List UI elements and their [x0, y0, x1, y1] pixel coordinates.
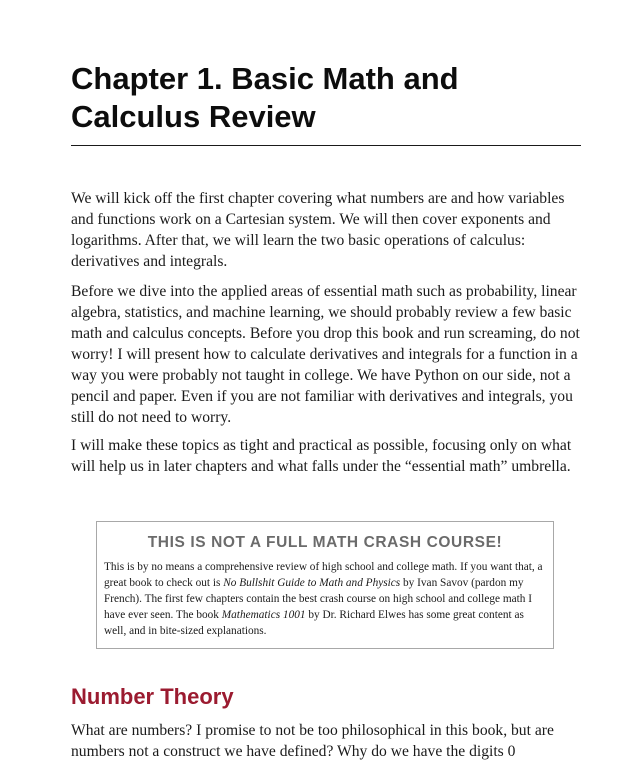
- book-title-mathematics-1001: Mathematics 1001: [221, 609, 306, 621]
- sidebar-note: [96, 521, 554, 649]
- title-divider: [71, 145, 581, 146]
- sidebar-text-part-1: This is by no means a comprehensive review of high school and college math. If you want that, a great book to check out is: [104, 561, 543, 589]
- book-title-no-bullshit-guide: No Bullshit Guide to Math and Physics: [223, 577, 401, 589]
- section-title: Number Theory: [71, 684, 234, 709]
- chapter-title: Chapter 1. Basic Math and Calculus Review: [71, 61, 459, 134]
- section-paragraph: What are numbers? I promise to not be too philosophical in this book, but are numbers not a construct we have defined? Why do we have the digits 0: [71, 722, 554, 760]
- sidebar-text-part-3: by Dr. Richard Elwes has some great content as well, and in bite-sized explanations.: [104, 609, 524, 637]
- sidebar-title: THIS IS NOT A FULL MATH CRASH COURSE!: [147, 534, 503, 551]
- sidebar-text: [104, 559, 544, 639]
- intro-paragraph-3: I will make these topics as tight and practical as possible, focusing only on what will help us in later chapters and what falls under the “essential math” umbrella.: [71, 437, 572, 475]
- sidebar-text-part-2: by Ivan Savov (pardon my French). The first few chapters contain the best crash course on high school and college math I have ever seen. The book: [104, 577, 532, 621]
- intro-paragraph-1: We will kick off the first chapter covering what numbers are and how variables and functions work on a Cartesian system. We will then cover exponents and logarithms. After that, we will learn the two basic operations of calculus: derivatives and integrals.: [71, 190, 565, 270]
- intro-paragraph-2: Before we dive into the applied areas of essential math such as probability, linear algebra, statistics, and machine learning, we should probably review a few basic math and calculus concepts. Before you drop this book and run screaming, do not worry! I will present how to calculate derivatives and integrals for a function in a way you were probably not taught in college. We have Python on our side, not a pencil and paper. Even if you are not familiar with derivatives and integrals, you still do not need to worry.: [71, 283, 580, 426]
